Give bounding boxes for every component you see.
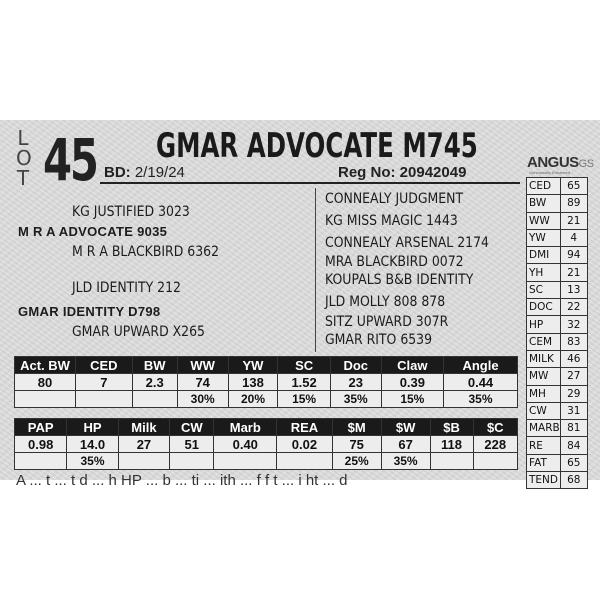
epd-percentile	[15, 453, 67, 470]
epd-percentile	[214, 453, 277, 470]
epd-header-ww: WW	[177, 357, 228, 374]
ratio-trait: BW	[527, 195, 561, 212]
ratio-row	[527, 350, 588, 367]
epd-percentile: 20%	[228, 391, 278, 408]
epd-header-m: $M	[332, 419, 381, 436]
ratio-trait: DMI	[527, 247, 561, 264]
ratio-trait: SC	[527, 281, 561, 298]
epd-header-sc: SC	[278, 357, 330, 374]
epd-header-pap: PAP	[15, 419, 67, 436]
ratio-trait: TEND	[527, 472, 561, 489]
ratio-value: 21	[560, 264, 587, 281]
angus-logo-suffix: GS	[578, 158, 594, 170]
pedigree-dam-sire: JLD IDENTITY 212	[72, 280, 181, 296]
ratio-trait: CEM	[527, 333, 561, 350]
lot-letter: T	[16, 166, 30, 190]
pedigree-ancestor: KG MISS MAGIC 1443	[325, 213, 458, 229]
ratio-row	[527, 229, 588, 246]
epd-table-primary	[14, 356, 518, 408]
angus-logo	[527, 154, 594, 171]
lot-letter: O	[16, 146, 32, 170]
ratio-trait: CED	[527, 178, 561, 195]
epd-header-hp: HP	[67, 419, 118, 436]
pedigree-ancestor: KOUPALS B&B IDENTITY	[325, 272, 474, 288]
epd-header-bw: BW	[132, 357, 177, 374]
epd-value: 0.40	[214, 436, 277, 453]
epd-header-b: $B	[430, 419, 473, 436]
ratio-value: 22	[560, 299, 587, 316]
epd-header-angle: Angle	[444, 357, 518, 374]
epd-value: 14.0	[67, 436, 118, 453]
epd-table-secondary	[14, 418, 518, 470]
pedigree-divider	[315, 188, 316, 352]
ratio-value: 81	[560, 420, 587, 437]
registration-number	[338, 164, 466, 181]
epd-value: 1.52	[278, 374, 330, 391]
ratio-value: 32	[560, 316, 587, 333]
ratio-trait: MH	[527, 385, 561, 402]
birth-date-value: 2/19/24	[134, 164, 185, 181]
epd-percentile	[277, 453, 333, 470]
ratio-trait: MARB	[527, 420, 561, 437]
epd-percentile: 15%	[381, 391, 443, 408]
epd-value: 51	[170, 436, 214, 453]
birth-date	[104, 164, 185, 181]
ratio-table	[526, 177, 588, 489]
ratio-value: 4	[560, 229, 587, 246]
epd-percentile	[430, 453, 473, 470]
lot-number: 45	[43, 126, 97, 194]
epd-value: 0.39	[381, 374, 443, 391]
epd-percentile	[118, 453, 169, 470]
header-divider	[100, 182, 520, 184]
pedigree-ancestor: CONNEALY JUDGMENT	[325, 191, 464, 207]
ratio-row	[527, 385, 588, 402]
ratio-trait: FAT	[527, 454, 561, 471]
ratio-row	[527, 368, 588, 385]
ratio-row	[527, 195, 588, 212]
ratio-row	[527, 247, 588, 264]
ratio-row	[527, 420, 588, 437]
ratio-value: 29	[560, 385, 587, 402]
ratio-value: 27	[560, 368, 587, 385]
epd-value: 80	[15, 374, 76, 391]
lot-label	[16, 128, 30, 188]
ratio-row	[527, 212, 588, 229]
ratio-row	[527, 299, 588, 316]
epd-value: 27	[118, 436, 169, 453]
ratio-value: 89	[560, 195, 587, 212]
epd-value: 0.02	[277, 436, 333, 453]
ratio-row	[527, 264, 588, 281]
epd-value: 7	[76, 374, 133, 391]
ratio-row	[527, 402, 588, 419]
epd-header-doc: Doc	[330, 357, 381, 374]
epd-percentile: 25%	[332, 453, 381, 470]
pedigree-sire: M R A ADVOCATE 9035	[18, 224, 168, 239]
ratio-row	[527, 178, 588, 195]
ratio-trait: WW	[527, 212, 561, 229]
epd-header-yw: YW	[228, 357, 278, 374]
ratio-row	[527, 454, 588, 471]
epd-header-cw: CW	[170, 419, 214, 436]
epd-percentile	[132, 391, 177, 408]
pedigree-ancestor: MRA BLACKBIRD 0072	[325, 254, 464, 270]
epd-header-c: $C	[473, 419, 517, 436]
epd-percentile	[15, 391, 76, 408]
epd-value: 228	[473, 436, 517, 453]
epd-value: 74	[177, 374, 228, 391]
ratio-value: 13	[560, 281, 587, 298]
epd-value: 23	[330, 374, 381, 391]
ratio-trait: CW	[527, 402, 561, 419]
ratio-trait: DOC	[527, 299, 561, 316]
epd-percentile: 35%	[67, 453, 118, 470]
epd-header-w: $W	[381, 419, 430, 436]
epd-value: 75	[332, 436, 381, 453]
epd-header-claw: Claw	[381, 357, 443, 374]
pedigree-ancestor: SITZ UPWARD 307R	[325, 314, 449, 330]
pedigree-sire-sire: KG JUSTIFIED 3023	[72, 204, 190, 220]
epd-percentile: 35%	[330, 391, 381, 408]
ratio-trait: YH	[527, 264, 561, 281]
ratio-row	[527, 281, 588, 298]
epd-value: 0.98	[15, 436, 67, 453]
ratio-trait: MILK	[527, 350, 561, 367]
epd-percentile: 15%	[278, 391, 330, 408]
epd-percentile: 30%	[177, 391, 228, 408]
epd-percentile	[76, 391, 133, 408]
ratio-row	[527, 333, 588, 350]
reg-value: 20942049	[399, 164, 467, 181]
ratio-trait: YW	[527, 229, 561, 246]
epd-value: 2.3	[132, 374, 177, 391]
pedigree-dam: GMAR IDENTITY D798	[18, 304, 161, 319]
epd-percentile	[170, 453, 214, 470]
epd-value: 0.44	[444, 374, 518, 391]
epd-value: 118	[430, 436, 473, 453]
reg-label: Reg No:	[338, 164, 396, 181]
ratio-row	[527, 472, 588, 489]
ratio-value: 83	[560, 333, 587, 350]
ratio-value: 21	[560, 212, 587, 229]
epd-header-marb: Marb	[214, 419, 277, 436]
ratio-trait: RE	[527, 437, 561, 454]
ratio-value: 46	[560, 350, 587, 367]
epd-percentile: 35%	[444, 391, 518, 408]
birth-date-label: BD:	[104, 164, 131, 181]
ratio-trait: HP	[527, 316, 561, 333]
lot-card	[0, 120, 600, 489]
epd-percentile	[473, 453, 517, 470]
ratio-value: 31	[560, 402, 587, 419]
epd-header-act-bw: Act. BW	[15, 357, 76, 374]
ratio-value: 65	[560, 178, 587, 195]
pedigree-ancestor: CONNEALY ARSENAL 2174	[325, 235, 489, 251]
angus-logo-tagline: Genomically Enhanced	[529, 170, 571, 175]
epd-header-milk: Milk	[118, 419, 169, 436]
pedigree-dam-dam: GMAR UPWARD X265	[72, 324, 205, 340]
epd-header-rea: REA	[277, 419, 333, 436]
footer-text: A ... t ... t d ... h HP ... b ... ti ... ith ... f f t ... i ht ... d	[16, 472, 348, 489]
lot-letter: L	[17, 126, 29, 150]
epd-value: 138	[228, 374, 278, 391]
ratio-trait: MW	[527, 368, 561, 385]
pedigree-sire-dam: M R A BLACKBIRD 6362	[72, 244, 220, 260]
epd-header-ced: CED	[76, 357, 133, 374]
ratio-value: 84	[560, 437, 587, 454]
animal-name: GMAR ADVOCATE M745	[156, 126, 478, 166]
ratio-value: 94	[560, 247, 587, 264]
epd-percentile: 35%	[381, 453, 430, 470]
ratio-row	[527, 437, 588, 454]
ratio-row	[527, 316, 588, 333]
ratio-value: 65	[560, 454, 587, 471]
ratio-value: 68	[560, 472, 587, 489]
epd-value: 67	[381, 436, 430, 453]
pedigree-ancestor: JLD MOLLY 808 878	[325, 294, 446, 310]
pedigree-ancestor: GMAR RITO 6539	[325, 332, 433, 348]
angus-logo-text: ANGUS	[527, 154, 579, 171]
